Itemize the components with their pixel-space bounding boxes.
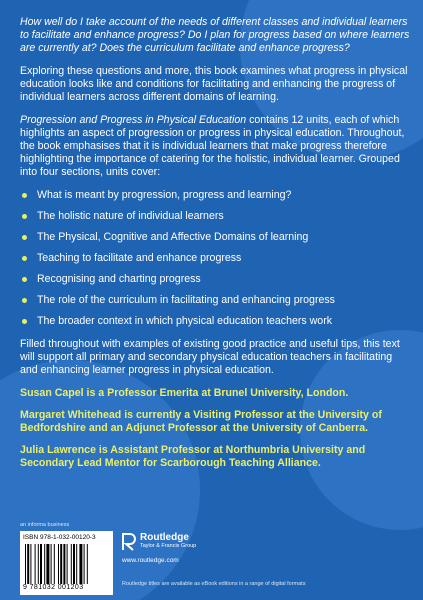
- unit-item: Teaching to facilitate and enhance progress: [20, 252, 412, 265]
- units-list: [20, 189, 412, 328]
- unit-item: The role of the curriculum in facilitating and enhancing progress: [20, 294, 412, 307]
- book-description-text: contains 12 units, each of which highlights an aspect of progression or progress in physical education. Throughout, the book emphasises that it is individual learners that make progress therefore highlighting the importance of catering for the holistic, individual learner. Grouped into four sections, units cover:: [20, 114, 405, 178]
- unit-item: The broader context in which physical education teachers work: [20, 315, 412, 328]
- unit-item: The Physical, Cognitive and Affective Domains of learning: [20, 231, 412, 244]
- isbn-label: ISBN 978-1-032-00120-3: [23, 534, 96, 541]
- book-title: Progression and Progress in Physical Education: [20, 114, 247, 126]
- informa-label: an informa business: [20, 522, 70, 528]
- unit-item: The holistic nature of individual learners: [20, 210, 412, 223]
- bullet-icon: [22, 214, 27, 219]
- bullet-icon: [22, 319, 27, 324]
- author-bio: Margaret Whitehead is currently a Visiting Professor at the University of Bedfordshire and an Adjunct Professor at the University of Canberra.: [20, 409, 382, 434]
- explore-paragraph: Exploring these questions and more, this book examines what progress in physical education looks like and conditions for facilitating and enhancing the progress of individual learners across different domains of learning.: [20, 65, 408, 103]
- publisher-name: Routledge: [140, 532, 189, 543]
- publisher-group: Taylor & Francis Group: [140, 543, 197, 549]
- barcode-bars: [25, 544, 108, 584]
- bullet-icon: [22, 298, 27, 303]
- unit-item: What is meant by progression, progress and learning?: [20, 189, 412, 202]
- author-bio: Susan Capel is a Professor Emerita at Brunel University, London.: [20, 387, 349, 399]
- back-cover-text: [20, 16, 412, 479]
- ebook-note: Routledge titles are available as eBook editions in a range of digital formats: [122, 581, 306, 587]
- book-description: [20, 114, 412, 179]
- bullet-icon: [22, 256, 27, 261]
- bullet-icon: [22, 235, 27, 240]
- routledge-logo-icon: [122, 533, 136, 551]
- filled-paragraph: Filled throughout with examples of existing good practice and useful tips, this text will support all primary and secondary physical education teachers in facilitating and enhancing learner progress in physical education.: [20, 338, 400, 376]
- barcode: [20, 531, 113, 595]
- bullet-icon: [22, 193, 27, 198]
- publisher-website: www.routledge.com: [122, 557, 179, 564]
- intro-questions: How well do I take account of the needs of different classes and individual learners to facilitate and enhance progress? Do I plan for progress based on where learners are currently at? Does the curriculum facilitate and enhance progress?: [20, 16, 410, 54]
- unit-item: Recognising and charting progress: [20, 273, 412, 286]
- author-bio: Julia Lawrence is Assistant Professor at Northumbria University and Secondary Lead Mentor for Scarborough Teaching Alliance.: [20, 444, 366, 469]
- bullet-icon: [22, 277, 27, 282]
- barcode-digits: 9 781032 001203: [23, 584, 84, 591]
